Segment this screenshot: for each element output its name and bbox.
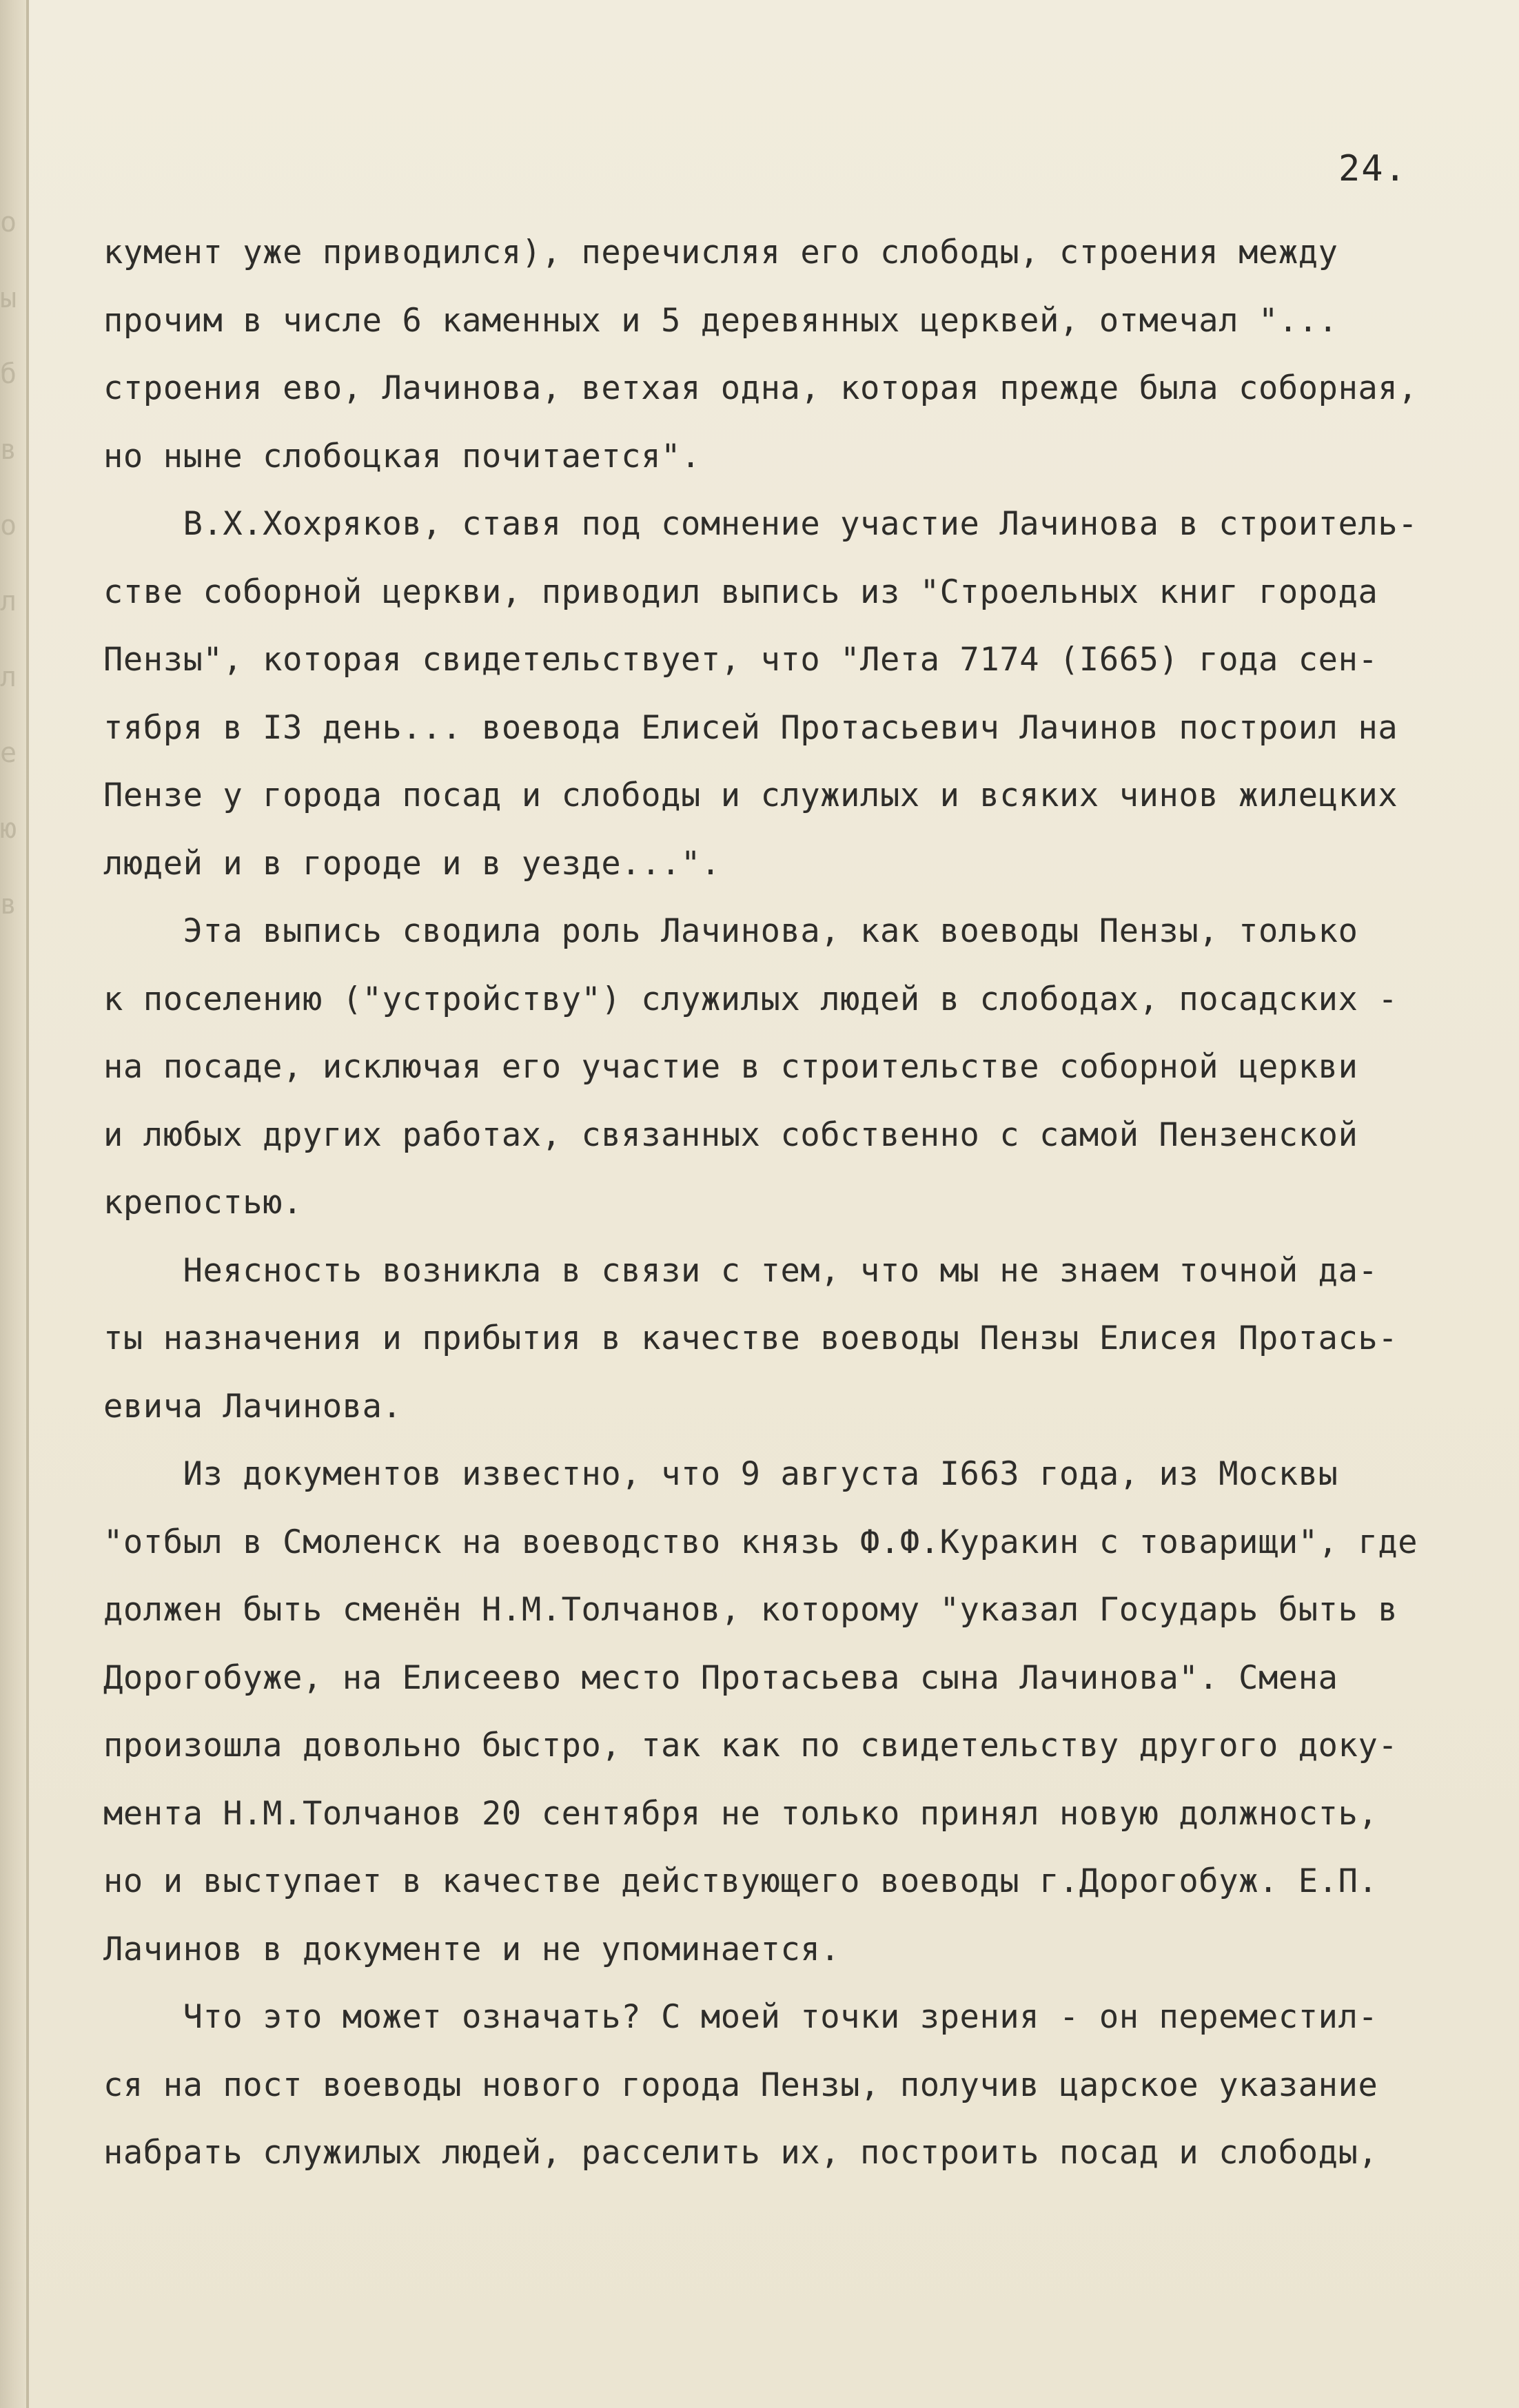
text-line: Дорогобуже, на Елисеево место Протасьева сына Лачинова". Смена	[103, 1658, 1338, 1697]
text-line: и любых других работах, связанных собственно с самой Пензенской	[103, 1115, 1358, 1154]
paragraph-start-line: Эта выпись сводила роль Лачинова, как воеводы Пензы, только	[103, 912, 1358, 950]
text-line: но ныне слобоцкая почитается".	[103, 437, 701, 475]
bleed-through-margin-letters	[0, 207, 26, 965]
text-line: тября в I3 день... воевода Елисей Протасьевич Лачинов построил на	[103, 708, 1398, 747]
text-line: строения ево, Лачинова, ветхая одна, которая прежде была соборная,	[103, 369, 1418, 407]
text-line: Пензе у города посад и слободы и служилых и всяких чинов жилецких	[103, 776, 1398, 814]
text-line: к поселению ("устройству") служилых людей в слободах, посадских -	[103, 980, 1398, 1018]
text-line: ты назначения и прибытия в качестве воеводы Пензы Елисея Протась-	[103, 1319, 1398, 1357]
text-line: стве соборной церкви, приводил выпись из "Строельных книг города	[103, 573, 1378, 611]
text-line: Лачинов в документе и не упоминается.	[103, 1930, 841, 1968]
margin-letter: ы	[0, 282, 17, 314]
text-line: крепостью.	[103, 1184, 303, 1222]
text-line: мента Н.М.Толчанов 20 сентября не только принял новую должность,	[103, 1794, 1378, 1833]
margin-letter: б	[0, 358, 17, 390]
margin-letter: в	[0, 889, 17, 920]
paragraph-start-line: Неясность возникла в связи с тем, что мы не знаем точной да-	[103, 1251, 1378, 1290]
margin-letter: е	[0, 737, 17, 769]
text-line: произошла довольно быстро, так как по свидетельству другого доку-	[103, 1727, 1398, 1764]
text-line: на посаде, исключая его участие в строительстве соборной церкви	[103, 1048, 1358, 1086]
text-line: кумент уже приводился), перечисляя его слободы, строения между	[103, 234, 1338, 271]
text-line: но и выступает в качестве действующего воеводы г.Дорогобуж. Е.П.	[103, 1862, 1378, 1900]
margin-letter: о	[0, 510, 17, 542]
text-line: набрать служилых людей, расселить их, построить посад и слободы,	[103, 2134, 1378, 2172]
paragraph-start-line: Что это может означать? С моей точки зрения - он переместил-	[103, 1998, 1378, 2036]
body-text	[103, 219, 1519, 2188]
text-line: "отбыл в Смоленск на воеводство князь Ф.Ф.Куракин с товарищи", где	[103, 1523, 1418, 1561]
text-line: Пензы", которая свидетельствует, что "Лета 7174 (I665) года сен-	[103, 641, 1378, 679]
margin-letter: л	[0, 586, 17, 617]
paragraph-start-line: В.Х.Хохряков, ставя под сомнение участие Лачинова в строитель-	[103, 505, 1418, 543]
margin-letter: в	[0, 434, 17, 466]
paragraph-start-line: Из документов известно, что 9 августа I663 года, из Москвы	[103, 1455, 1338, 1493]
margin-letter: ю	[0, 813, 17, 845]
margin-letter: о	[0, 207, 17, 238]
margin-letter: л	[0, 661, 17, 693]
text-line: евича Лачинова.	[103, 1387, 402, 1426]
text-line: прочим в числе 6 каменных и 5 деревянных церквей, отмечал "...	[103, 301, 1338, 340]
text-line: людей и в городе и в уезде...".	[103, 844, 721, 883]
page-number: 24.	[1338, 148, 1407, 189]
typewritten-page	[29, 0, 1519, 2408]
text-line: ся на пост воеводы нового города Пензы, получив царское указание	[103, 2066, 1378, 2104]
text-line: должен быть сменён Н.М.Толчанов, которому "указал Государь быть в	[103, 1591, 1398, 1629]
